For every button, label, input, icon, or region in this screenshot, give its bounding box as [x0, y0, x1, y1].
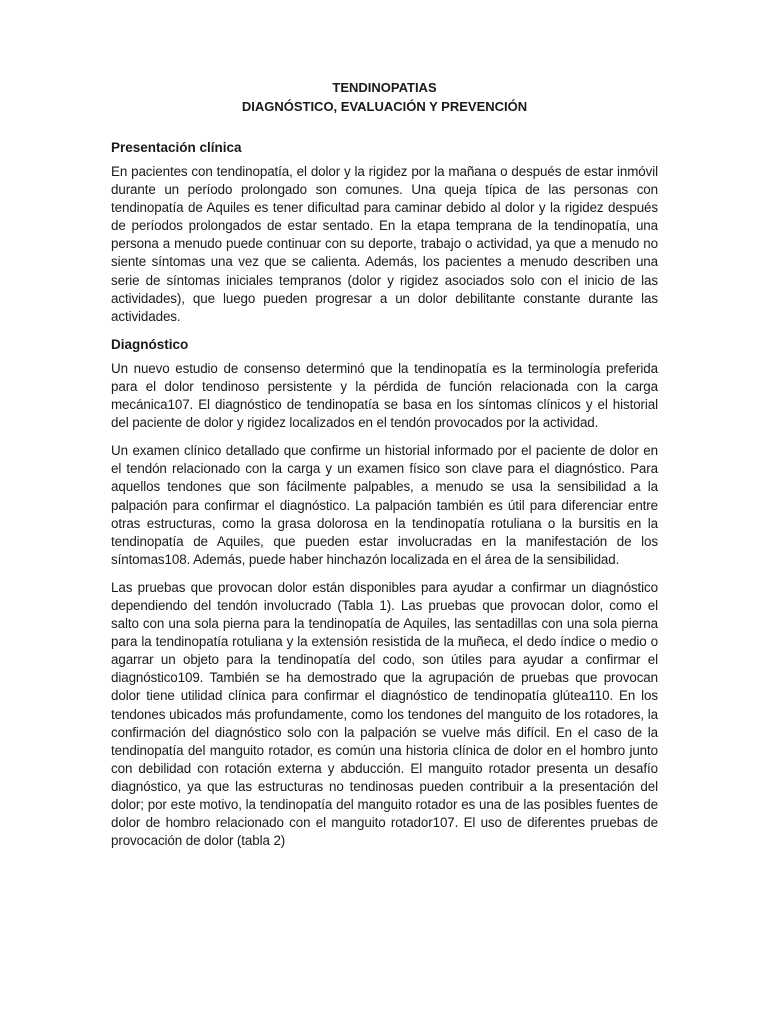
- section-heading-presentacion: Presentación clínica: [111, 140, 242, 155]
- paragraph-diagnostico-3: Las pruebas que provocan dolor están disponibles para ayudar a confirmar un diagnóstico dependiendo del tendón involucrado (Tabla 1). Las pruebas que provocan dolor, como el salto con una sola pierna para la tendinopatía de Aquiles, las sentadillas con una sola pierna para la tendinopatía rotuliana y la extensión resistida de la muñeca, el dedo índice o medio o agarrar un objeto para la tendinopatía del codo, son útiles para ayudar a confirmar el diagnóstico109. También se ha demostrado que la agrupación de pruebas que provocan dolor tiene utilidad clínica para confirmar el diagnóstico de tendinopatía glútea110. En los tendones ubicados más profundamente, como los tendones del manguito de los rotadores, la confirmación del diagnóstico solo con la palpación se vuelve más difícil. En el caso de la tendinopatía del manguito rotador, es común una historia clínica de dolor en el hombro junto con debilidad con rotación externa y abducción. El manguito rotador presenta un desafío diagnóstico, ya que las estructuras no tendinosas pueden contribuir a la presentación del dolor; por este motivo, la tendinopatía del manguito rotador es una de las posibles fuentes de dolor de hombro relacionado con el manguito rotador107. El uso de diferentes pruebas de provocación de dolor (tabla 2): [111, 579, 658, 849]
- paragraph-diagnostico-2: Un examen clínico detallado que confirme un historial informado por el paciente de dolor en el tendón relacionado con la carga y un examen físico son clave para el diagnóstico. Para aquellos tendones que son fácilmente palpables, a menudo se usa la sensibilidad a la palpación para confirmar el diagnóstico. La palpación también es útil para diferenciar entre otras estructuras, como la grasa dolorosa en la tendinopatía rotuliana o la bursitis en la tendinopatía de Aquiles, que pueden estar involucradas en la manifestación de los síntomas108. Además, puede haber hinchazón localizada en el área de la sensibilidad.: [111, 443, 658, 567]
- document-page: [111, 78, 658, 850]
- paragraph-presentacion: En pacientes con tendinopatía, el dolor y la rigidez por la mañana o después de estar inmóvil durante un período prolongado son comunes. Una queja típica de las personas con tendinopatía de Aquiles es tener dificultad para caminar debido al dolor y la rigidez después de períodos prolongados de estar sentado. En la etapa temprana de la tendinopatía, una persona a menudo puede continuar con su deporte, trabajo o actividad, ya que a menudo no siente síntomas una vez que se calienta. Además, los pacientes a menudo describen una serie de síntomas iniciales tempranos (dolor y rigidez asociados solo con el inicio de las actividades), que luego pueden progresar a un dolor debilitante constante durante las actividades.: [111, 164, 658, 324]
- document-title-line-1: TENDINOPATIAS: [332, 80, 437, 95]
- paragraph-diagnostico-1: Un nuevo estudio de consenso determinó que la tendinopatía es la terminología preferida para el dolor tendinoso persistente y la pérdida de función relacionada con la carga mecánica107. El diagnóstico de tendinopatía se basa en los síntomas clínicos y el historial del paciente de dolor y rigidez localizados en el tendón provocados por la actividad.: [111, 360, 658, 431]
- document-title-line-2: DIAGNÓSTICO, EVALUACIÓN Y PREVENCIÓN: [241, 99, 528, 114]
- section-heading-diagnostico: Diagnóstico: [111, 336, 189, 352]
